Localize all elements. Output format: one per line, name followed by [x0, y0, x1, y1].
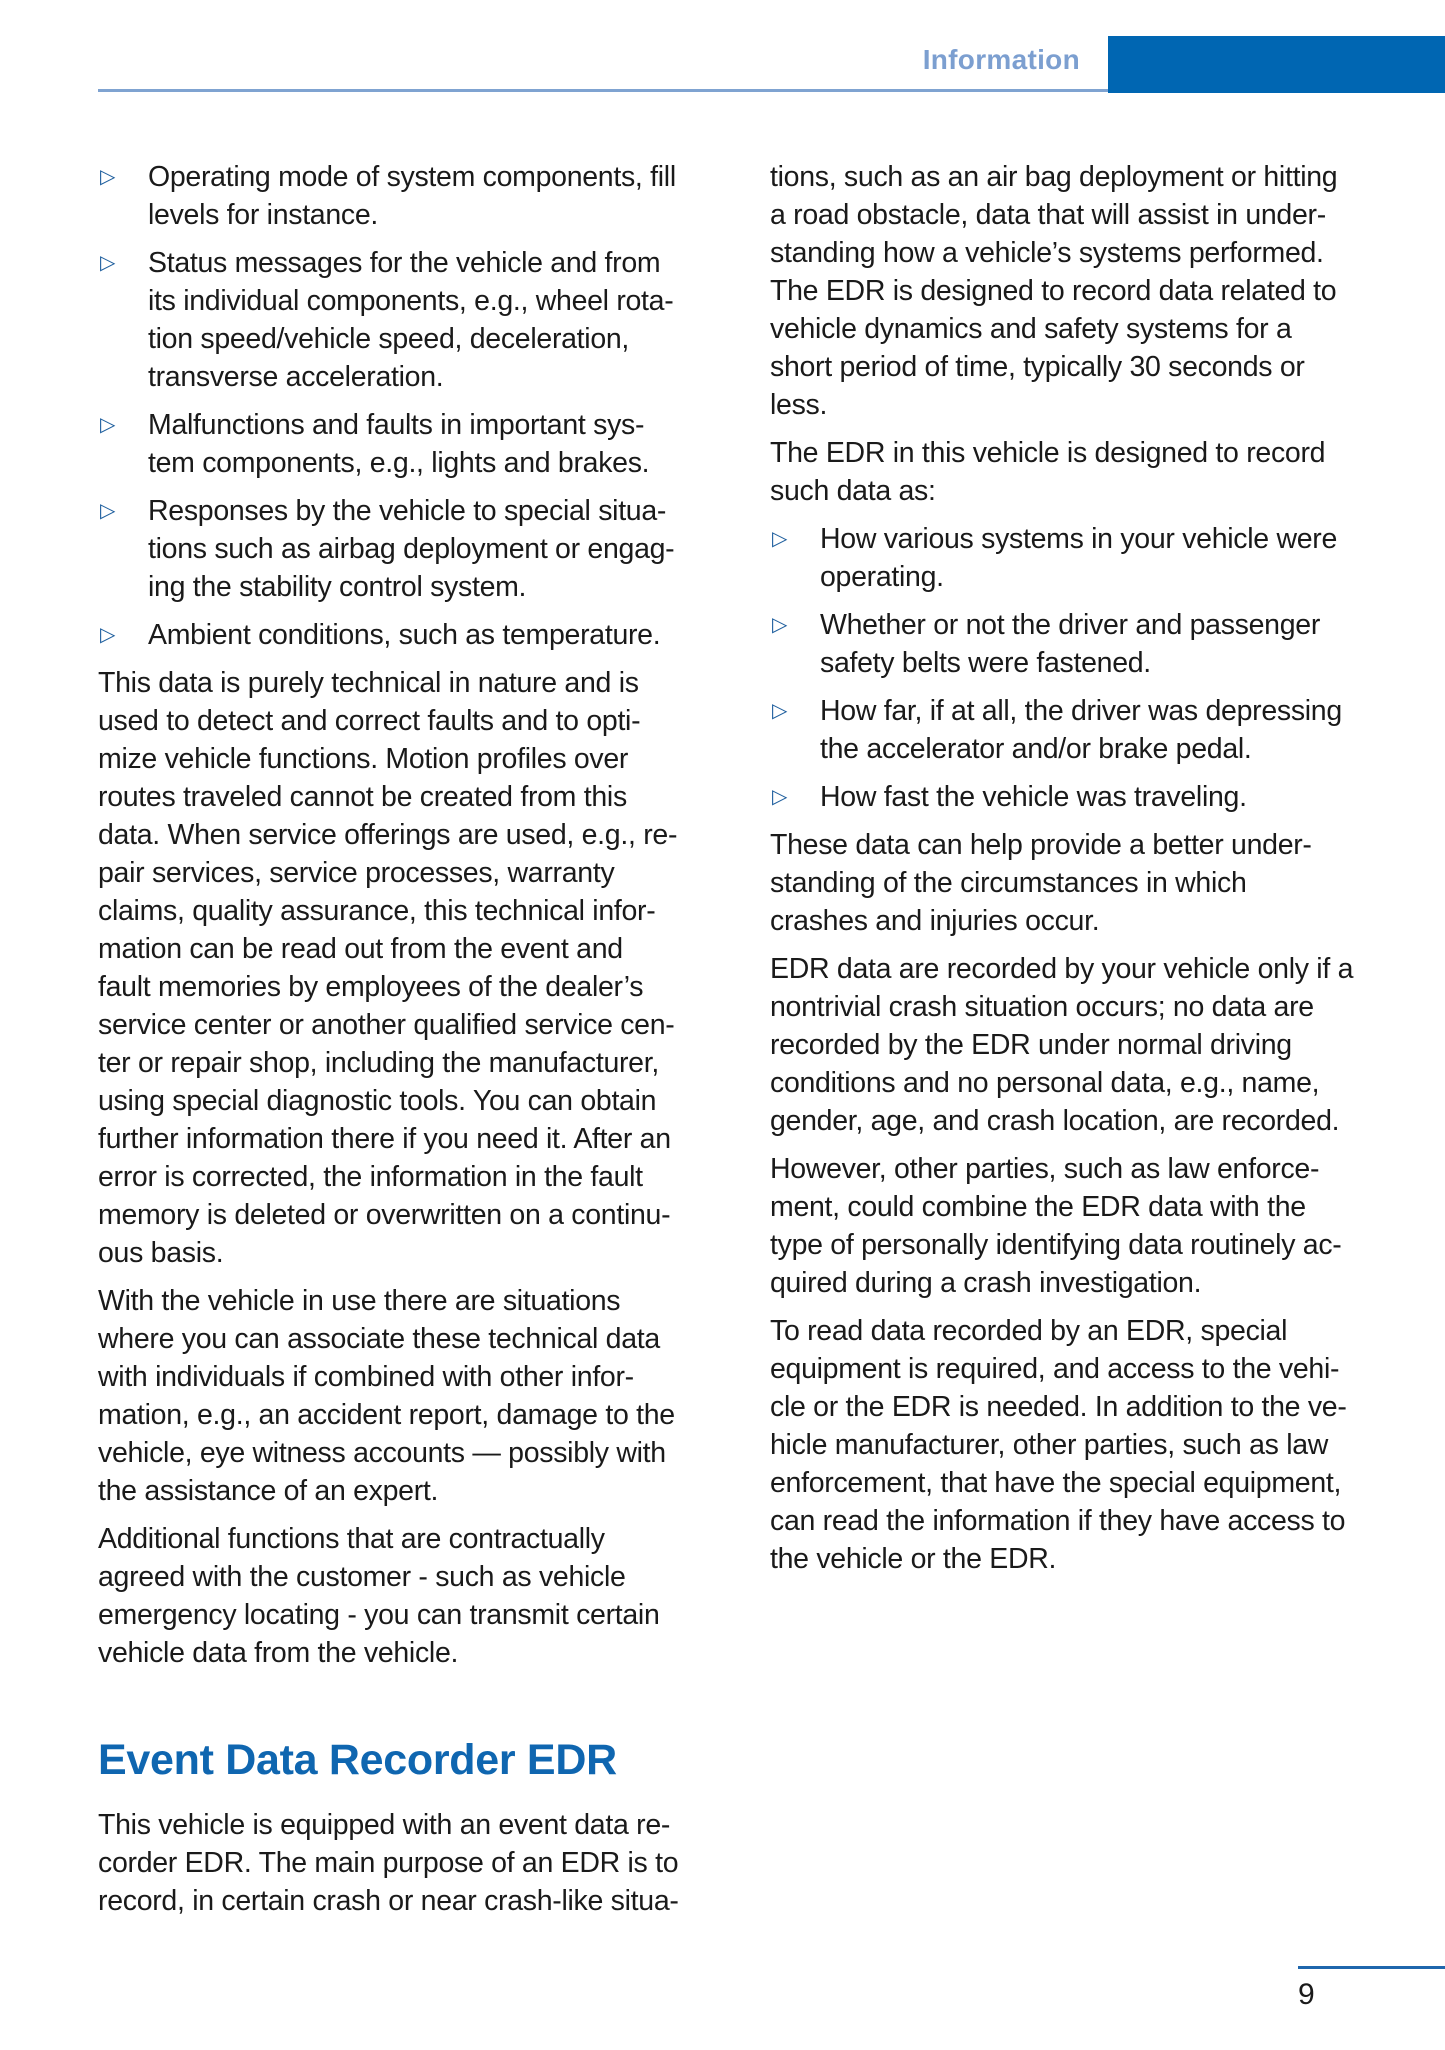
- header-accent-block: [1108, 36, 1445, 93]
- text-line: This vehicle is equipped with an event data re-: [98, 1809, 671, 1841]
- text-line: Whether or not the driver and passenger: [820, 609, 1321, 641]
- list-item: [98, 406, 738, 482]
- text-line: The EDR in this vehicle is designed to record: [770, 437, 1326, 469]
- section-heading-edr: Event Data Recorder EDR: [98, 1736, 617, 1784]
- text-line: error is corrected, the information in the fault: [98, 1161, 643, 1193]
- text-line: enforcement, that have the special equipment,: [770, 1467, 1342, 1499]
- text-line: Status messages for the vehicle and from: [148, 247, 661, 279]
- paragraph: [770, 1150, 1410, 1302]
- text-line: can read the information if they have access to: [770, 1505, 1346, 1537]
- header-rule: [98, 89, 1108, 92]
- text-line: operating.: [820, 561, 944, 593]
- text-line: EDR data are recorded by your vehicle only if a: [770, 953, 1354, 985]
- text-line: tions such as airbag deployment or engag-: [148, 533, 675, 565]
- text-line: safety belts were fastened.: [820, 647, 1151, 679]
- text-line: mation, e.g., an accident report, damage to the: [98, 1399, 675, 1431]
- text-line: With the vehicle in use there are situations: [98, 1285, 621, 1317]
- text-line: less.: [770, 389, 828, 421]
- text-line: the assistance of an expert.: [98, 1475, 439, 1507]
- right-column: [770, 158, 1410, 1588]
- text-line: vehicle dynamics and safety systems for a: [770, 313, 1292, 345]
- text-line: fault memories by employees of the dealer’s: [98, 971, 644, 1003]
- paragraph: [770, 826, 1410, 940]
- list-item: [770, 778, 1410, 816]
- list-item: [770, 692, 1410, 768]
- text-line: using special diagnostic tools. You can obtain: [98, 1085, 657, 1117]
- text-line: conditions and no personal data, e.g., name,: [770, 1067, 1320, 1099]
- text-line: tion speed/vehicle speed, deceleration,: [148, 323, 630, 355]
- text-line: used to detect and correct faults and to opti-: [98, 705, 641, 737]
- text-line: transverse acceleration.: [148, 361, 444, 393]
- list-item: [98, 616, 738, 654]
- text-line: ing the stability control system.: [148, 571, 527, 603]
- paragraph-continuation: [770, 158, 1410, 424]
- text-line: How various systems in your vehicle were: [820, 523, 1338, 555]
- text-line: record, in certain crash or near crash-like situa-: [98, 1885, 679, 1917]
- footer-rule: [1298, 1966, 1445, 1969]
- triangle-bullet-icon: ▷: [100, 414, 116, 436]
- text-line: crashes and injuries occur.: [770, 905, 1100, 937]
- text-line: hicle manufacturer, other parties, such as law: [770, 1429, 1329, 1461]
- left-column: [98, 158, 738, 1682]
- list-item: [98, 244, 738, 396]
- edr-intro-continuation: [770, 158, 1410, 424]
- text-line: tem components, e.g., lights and brakes.: [148, 447, 650, 479]
- text-line: Ambient conditions, such as temperature.: [148, 619, 661, 651]
- text-line: corder EDR. The main purpose of an EDR is to: [98, 1847, 679, 1879]
- text-line: tions, such as an air bag deployment or hitting: [770, 161, 1338, 193]
- text-line: Malfunctions and faults in important sys-: [148, 409, 645, 441]
- triangle-bullet-icon: ▷: [772, 614, 788, 636]
- text-line: claims, quality assurance, this technical infor-: [98, 895, 656, 927]
- text-line: where you can associate these technical data: [98, 1323, 660, 1355]
- edr-record-paragraph: [770, 434, 1410, 510]
- text-line: further information there if you need it. After an: [98, 1123, 671, 1155]
- text-line: recorded by the EDR under normal driving: [770, 1029, 1292, 1061]
- triangle-bullet-icon: ▷: [100, 500, 116, 522]
- text-line: vehicle, eye witness accounts — possibly with: [98, 1437, 666, 1469]
- text-line: vehicle data from the vehicle.: [98, 1637, 459, 1669]
- triangle-bullet-icon: ▷: [100, 166, 116, 188]
- list-item: [770, 520, 1410, 596]
- text-line: equipment is required, and access to the vehi-: [770, 1353, 1340, 1385]
- text-line: The EDR is designed to record data related to: [770, 275, 1337, 307]
- text-line: standing how a vehicle’s systems performed.: [770, 237, 1324, 269]
- triangle-bullet-icon: ▷: [100, 624, 116, 646]
- text-line: gender, age, and crash location, are recorded.: [770, 1105, 1340, 1137]
- text-line: agreed with the customer - such as vehicle: [98, 1561, 626, 1593]
- triangle-bullet-icon: ▷: [772, 528, 788, 550]
- left-bullet-list: [98, 158, 738, 654]
- text-line: ous basis.: [98, 1237, 224, 1269]
- text-line: with individuals if combined with other infor-: [98, 1361, 634, 1393]
- list-item: [770, 606, 1410, 682]
- edr-bullet-list: [770, 520, 1410, 816]
- paragraph: [98, 1282, 738, 1510]
- text-line: This data is purely technical in nature and is: [98, 667, 639, 699]
- list-item: [98, 158, 738, 234]
- text-line: Operating mode of system components, fill: [148, 161, 676, 193]
- edr-intro-paragraph: [98, 1806, 738, 1920]
- text-line: emergency locating - you can transmit certain: [98, 1599, 660, 1631]
- paragraph: [98, 664, 738, 1272]
- page-number: 9: [1298, 1978, 1315, 2011]
- triangle-bullet-icon: ▷: [772, 700, 788, 722]
- left-paragraphs: [98, 664, 738, 1672]
- text-line: Responses by the vehicle to special situa-: [148, 495, 667, 527]
- text-line: levels for instance.: [148, 199, 379, 231]
- text-line: service center or another qualified service cen-: [98, 1009, 675, 1041]
- text-line: pair services, service processes, warranty: [98, 857, 615, 889]
- text-line: such data as:: [770, 475, 936, 507]
- text-line: mize vehicle functions. Motion profiles over: [98, 743, 629, 775]
- text-line: Additional functions that are contractually: [98, 1523, 605, 1555]
- paragraph: [770, 950, 1410, 1140]
- text-line: type of personally identifying data routinely ac-: [770, 1229, 1342, 1261]
- text-line: standing of the circumstances in which: [770, 867, 1247, 899]
- text-line: How fast the vehicle was traveling.: [820, 781, 1247, 813]
- paragraph: [770, 1312, 1410, 1578]
- paragraph: [770, 434, 1410, 510]
- text-line: routes traveled cannot be created from this: [98, 781, 627, 813]
- section-title: Information: [922, 44, 1080, 75]
- triangle-bullet-icon: ▷: [772, 786, 788, 808]
- text-line: nontrivial crash situation occurs; no data are: [770, 991, 1314, 1023]
- text-line: the accelerator and/or brake pedal.: [820, 733, 1252, 765]
- list-item: [98, 492, 738, 606]
- text-line: mation can be read out from the event and: [98, 933, 623, 965]
- text-line: To read data recorded by an EDR, special: [770, 1315, 1288, 1347]
- text-line: a road obstacle, data that will assist in under-: [770, 199, 1326, 231]
- text-line: cle or the EDR is needed. In addition to the ve-: [770, 1391, 1347, 1423]
- text-line: the vehicle or the EDR.: [770, 1543, 1057, 1575]
- text-line: ment, could combine the EDR data with the: [770, 1191, 1306, 1223]
- triangle-bullet-icon: ▷: [100, 252, 116, 274]
- text-line: its individual components, e.g., wheel rota-: [148, 285, 674, 317]
- text-line: quired during a crash investigation.: [770, 1267, 1202, 1299]
- text-line: ter or repair shop, including the manufacturer,: [98, 1047, 659, 1079]
- right-paragraphs: [770, 826, 1410, 1578]
- text-line: data. When service offerings are used, e.g., re-: [98, 819, 678, 851]
- text-line: short period of time, typically 30 seconds or: [770, 351, 1305, 383]
- text-line: However, other parties, such as law enforce-: [770, 1153, 1320, 1185]
- text-line: memory is deleted or overwritten on a continu-: [98, 1199, 671, 1231]
- paragraph: [98, 1520, 738, 1672]
- text-line: How far, if at all, the driver was depressing: [820, 695, 1342, 727]
- text-line: These data can help provide a better under-: [770, 829, 1312, 861]
